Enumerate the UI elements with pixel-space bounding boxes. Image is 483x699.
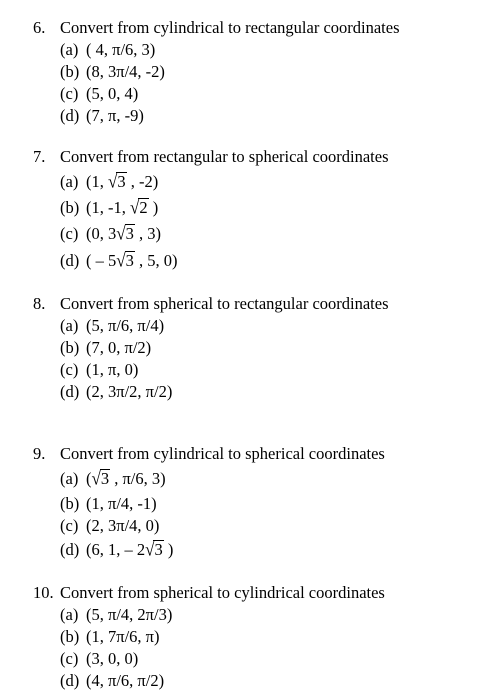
- part-label: (b): [60, 494, 80, 513]
- part-a: [60, 605, 172, 625]
- part-a: [60, 40, 155, 60]
- part-b: [60, 494, 157, 514]
- part-d: [60, 540, 173, 560]
- part-value: (1, π/4, -1): [86, 494, 157, 513]
- part-value: (1, 7π/6, π): [86, 627, 160, 646]
- problem-number: 8.: [33, 294, 46, 313]
- square-root: [116, 251, 135, 271]
- part-d: [60, 251, 177, 271]
- part-value: (7, π, -9): [86, 106, 144, 125]
- problem-number: 7.: [33, 147, 46, 166]
- part-value: (7, 0, π/2): [86, 338, 152, 357]
- part-b: [60, 338, 151, 358]
- part-value: (5, π/6, π/4): [86, 316, 165, 335]
- part-value: (5, 0, 4): [86, 84, 139, 103]
- part-value: (2, 3π/2, π/2): [86, 382, 173, 401]
- part-label: (b): [60, 627, 80, 646]
- part-label: (d): [60, 251, 80, 270]
- problem-title: [33, 294, 389, 314]
- radical-sign-icon: √: [108, 171, 118, 192]
- part-value: (2, 3π/4, 0): [86, 516, 160, 535]
- part-prefix: (1,: [86, 172, 108, 191]
- part-b: [60, 198, 158, 218]
- problem-number: 10.: [33, 583, 54, 602]
- part-suffix: , 3): [134, 224, 161, 243]
- part-label: (c): [60, 516, 79, 535]
- square-root: [92, 469, 111, 489]
- part-value: (4, π/6, π/2): [86, 671, 165, 690]
- part-c: [60, 84, 138, 104]
- part-label: (a): [60, 469, 79, 488]
- square-root: [108, 172, 127, 192]
- part-d: [60, 382, 172, 402]
- radicand: 3: [125, 224, 134, 243]
- problem-title: [33, 444, 385, 464]
- part-label: (c): [60, 360, 79, 379]
- square-root: [145, 540, 164, 560]
- part-prefix: ( – 5: [86, 251, 117, 270]
- part-label: (d): [60, 106, 80, 125]
- square-root: [130, 198, 149, 218]
- part-label: (a): [60, 316, 79, 335]
- part-label: (d): [60, 540, 80, 559]
- problem-title: [33, 147, 389, 167]
- part-prefix: (0, 3: [86, 224, 117, 243]
- part-c: [60, 649, 138, 669]
- part-label: (b): [60, 338, 80, 357]
- part-label: (a): [60, 40, 79, 59]
- part-d: [60, 671, 164, 691]
- radicand: 2: [139, 198, 148, 217]
- problem-number: 9.: [33, 444, 46, 463]
- part-label: (b): [60, 62, 80, 81]
- part-suffix: , -2): [126, 172, 159, 191]
- radical-sign-icon: √: [116, 250, 126, 271]
- part-label: (d): [60, 382, 80, 401]
- part-label: (d): [60, 671, 80, 690]
- part-label: (a): [60, 605, 79, 624]
- radical-sign-icon: √: [116, 223, 126, 244]
- part-b: [60, 62, 165, 82]
- problem-text: Convert from spherical to rectangular coordinates: [60, 294, 389, 313]
- problem-text: Convert from spherical to cylindrical coordinates: [60, 583, 385, 602]
- problem-text: Convert from rectangular to spherical coordinates: [60, 147, 389, 166]
- part-a: [60, 172, 158, 192]
- radical-sign-icon: √: [145, 539, 155, 560]
- part-value: ( 4, π/6, 3): [86, 40, 156, 59]
- radicand: 3: [117, 172, 126, 191]
- part-label: (c): [60, 649, 79, 668]
- part-suffix: , π/6, 3): [110, 469, 166, 488]
- part-prefix: (6, 1, – 2: [86, 540, 146, 559]
- problem-title: [33, 583, 385, 603]
- radical-sign-icon: √: [130, 197, 140, 218]
- problem-text: Convert from cylindrical to rectangular coordinates: [60, 18, 400, 37]
- part-a: [60, 469, 166, 489]
- part-prefix: (: [86, 469, 92, 488]
- part-suffix: , 5, 0): [134, 251, 178, 270]
- radical-sign-icon: √: [91, 468, 101, 489]
- part-label: (c): [60, 84, 79, 103]
- part-c: [60, 516, 159, 536]
- square-root: [116, 224, 135, 244]
- part-value: (3, 0, 0): [86, 649, 139, 668]
- part-suffix: ): [148, 198, 159, 217]
- part-b: [60, 627, 160, 647]
- radicand: 3: [154, 540, 163, 559]
- part-prefix: (1, -1,: [86, 198, 130, 217]
- part-c: [60, 360, 138, 380]
- problem-text: Convert from cylindrical to spherical coordinates: [60, 444, 385, 463]
- part-d: [60, 106, 144, 126]
- part-c: [60, 224, 161, 244]
- part-a: [60, 316, 164, 336]
- problem-title: [33, 18, 400, 38]
- part-label: (a): [60, 172, 79, 191]
- part-value: (8, 3π/4, -2): [86, 62, 165, 81]
- radicand: 3: [100, 469, 110, 488]
- part-value: (5, π/4, 2π/3): [86, 605, 173, 624]
- part-suffix: ): [163, 540, 174, 559]
- problem-number: 6.: [33, 18, 46, 37]
- part-value: (1, π, 0): [86, 360, 139, 379]
- part-label: (c): [60, 224, 79, 243]
- radicand: 3: [125, 251, 134, 270]
- part-label: (b): [60, 198, 80, 217]
